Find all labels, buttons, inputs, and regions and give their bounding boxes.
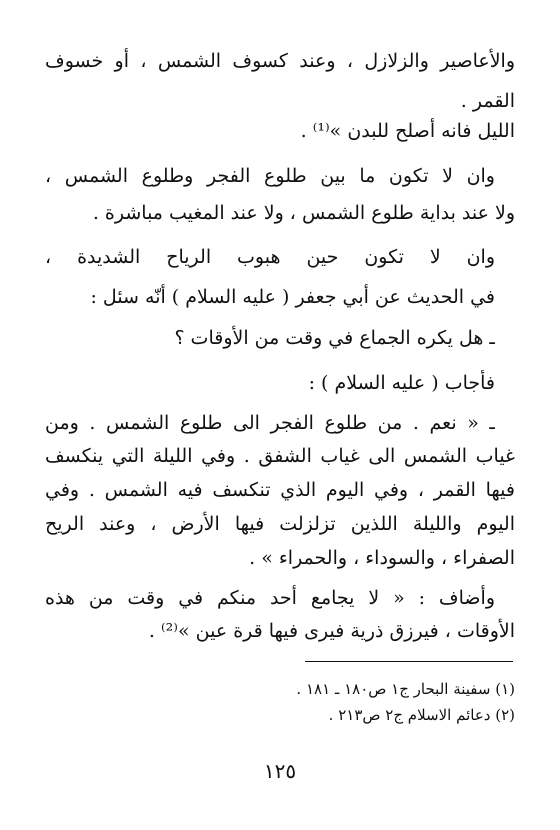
text-line: وان لا تكون حين هبوب الرياح الشديدة ، (45, 246, 495, 268)
text-line: وان لا تكون ما بين طلوع الفجر وطلوع الشمس ، (45, 165, 495, 187)
text-line: اليوم والليلة اللذين تزلزلت فيها الأرض ، وعند الريح (45, 513, 515, 535)
text-line: والأعاصير والزلازل ، وعند كسوف الشمس ، أو خسوف (45, 50, 515, 72)
text-line: غياب الشمس الى غياب الشفق . وفي الليلة التي ينكسف (45, 445, 515, 467)
text-line: ـ هل يكره الجماع في وقت من الأوقات ؟ (174, 327, 495, 349)
text-line: فيها القمر ، وفي اليوم الذي تنكسف فيه الشمس . وفي (45, 479, 515, 501)
text-line: الصفراء ، والسوداء ، والحمراء » . (249, 547, 515, 569)
footnote: (٢) دعائم الاسلام ج٢ ص٢١٣ . (328, 706, 515, 724)
text-line: ـ « نعم . من طلوع الفجر الى طلوع الشمس . ومن (45, 412, 495, 434)
text-line: ولا عند بداية طلوع الشمس ، ولا عند المغيب مباشرة . (92, 202, 515, 224)
text-line: فأجاب ( عليه السلام ) : (308, 372, 495, 394)
text-line: القمر . (460, 90, 515, 112)
text-line: في الحديث عن أبي جعفر ( عليه السلام ) أنّه سئل : (90, 286, 495, 308)
footnote: (١) سفينة البحار ج١ ص١٨٠ ـ ١٨١ . (296, 680, 515, 698)
text-line: وأضاف : « لا يجامع أحد منكم في وقت من هذه (45, 587, 495, 609)
footnote-divider (305, 661, 513, 662)
page-number: ١٢٥ (263, 759, 297, 783)
text-line: الأوقات ، فيرزق ذرية فيرى فيها قرة عين »⁽²⁾ . (148, 620, 515, 642)
text-line: الليل فانه أصلح للبدن »⁽¹⁾ . (300, 120, 515, 142)
